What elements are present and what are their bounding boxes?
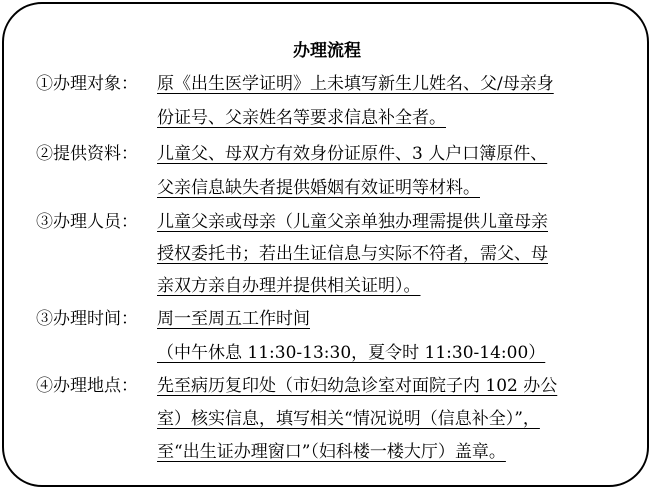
item-text-line: 先至病历复印处（市妇幼急诊室对面院子内 102 办公 [157, 376, 558, 396]
item-label: ②提供资料： [36, 144, 138, 164]
item-text-line [157, 241, 548, 267]
item-text-line [157, 175, 480, 201]
item-text-span: 至“出生证办理窗口”（妇科楼一楼大厅）盖章。 [157, 442, 506, 462]
item-label: ③办理时间： [36, 309, 138, 329]
item-text-line [157, 340, 545, 366]
item-text-span: 授权委托书；若出生证信息与实际不符者，需父、母 [157, 244, 548, 264]
item-text-line: 周一至周五工作时间 [157, 309, 310, 329]
item-text-span: 份证号、父亲姓名等要求信息补全者。 [157, 108, 446, 128]
item-text-line: 儿童父、母双方有效身份证原件、3 人户口簿原件、 [157, 144, 548, 164]
page-title: 办理流程 [293, 41, 361, 61]
item-text-line: 原《出生医学证明》上未填写新生儿姓名、父/母亲身 [157, 74, 554, 94]
item-text-span: 室）核实信息，填写相关“情况说明（信息补全）”， [157, 409, 540, 429]
item-text-line [157, 406, 540, 432]
item-text-span: （中午休息 11:30-13:30，夏令时 11:30-14:00） [157, 343, 546, 363]
item-text-line [157, 273, 421, 299]
item-label: ④办理地点： [36, 376, 138, 396]
item-label: ③办理人员： [36, 212, 138, 232]
item-text-line [157, 105, 446, 131]
item-text-span: 亲双方亲自办理并提供相关证明）。 [157, 276, 421, 296]
item-text-line: 儿童父亲或母亲（儿童父亲单独办理需提供儿童母亲 [157, 212, 548, 232]
item-text-line [157, 439, 506, 465]
item-text-span: 父亲信息缺失者提供婚姻有效证明等材料。 [157, 178, 480, 198]
item-label: ①办理对象： [36, 74, 138, 94]
